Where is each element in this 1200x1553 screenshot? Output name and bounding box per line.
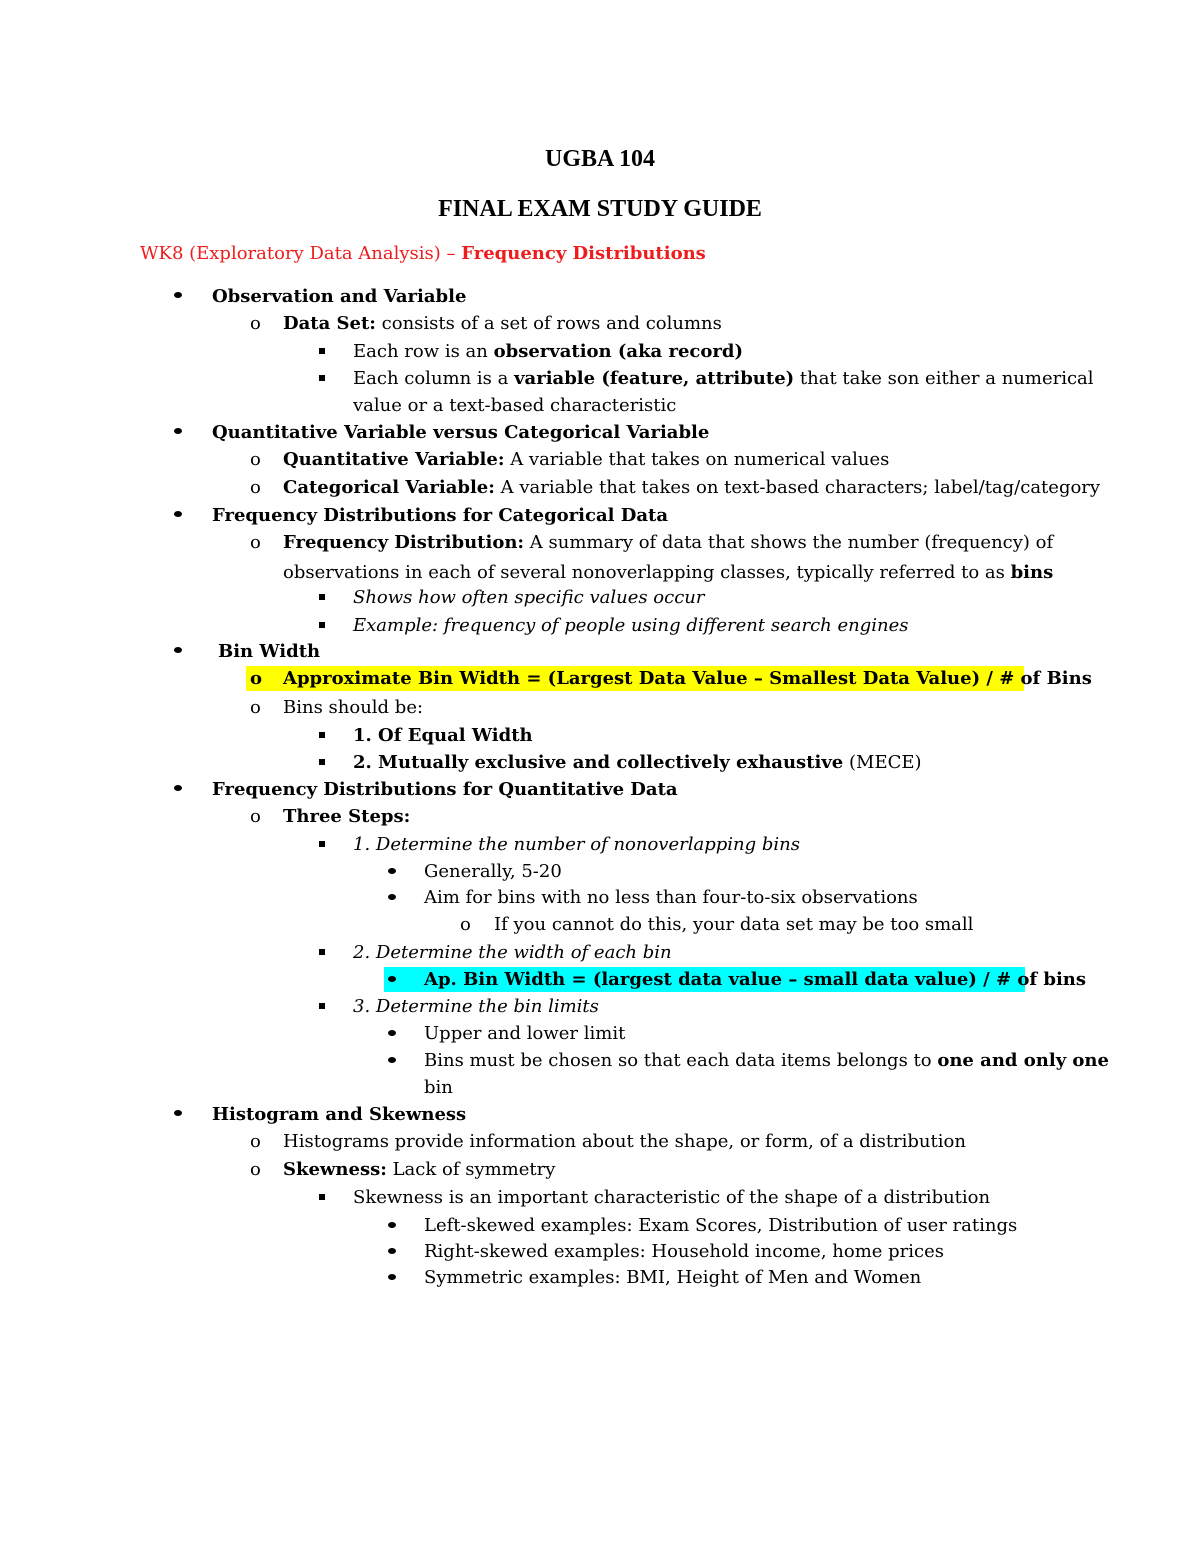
heading-freq-categorical: Frequency Distributions for Categorical Data <box>212 505 668 526</box>
item-bins-should-be: Bins should be: <box>283 697 424 718</box>
bullet-dot <box>388 1057 396 1063</box>
heading-histogram-skewness: Histogram and Skewness <box>212 1104 467 1125</box>
item-example-search: Example: frequency of people using different search engines <box>353 615 909 636</box>
item-data-set: Data Set: consists of a set of rows and columns <box>283 313 722 334</box>
bullet-o: o <box>460 914 471 935</box>
item-skewness: Skewness: Lack of symmetry <box>283 1159 556 1180</box>
bullet-o: o <box>250 477 261 498</box>
bullet-square <box>319 1194 325 1200</box>
item-histograms: Histograms provide information about the shape, or form, of a distribution <box>283 1131 966 1152</box>
bullet-square <box>319 949 325 955</box>
bullet-o: o <box>250 806 261 827</box>
item-step-1: 1. Determine the number of nonoverlapping bins <box>353 834 800 855</box>
bullet-o: o <box>250 313 261 334</box>
section-heading <box>140 243 706 264</box>
item-step-3: 3. Determine the bin limits <box>353 996 599 1017</box>
section-prefix: WK8 (Exploratory Data Analysis) – <box>140 243 462 264</box>
bullet-o: o <box>250 668 263 689</box>
item-approx-bin-width: Approximate Bin Width = (Largest Data Value – Smallest Data Value) / # of Bins <box>283 668 1092 689</box>
course-title: UGBA 104 <box>544 146 655 172</box>
item-upper-lower-limit: Upper and lower limit <box>424 1023 626 1044</box>
item-frequency-distribution: Frequency Distribution: A summary of data that shows the number (frequency) of <box>283 532 1054 553</box>
bullet-dot <box>388 1274 396 1280</box>
item-row-observation: Each row is an observation (aka record) <box>353 341 743 362</box>
bullet-square <box>319 594 325 600</box>
item-mece: 2. Mutually exclusive and collectively exhaustive (MECE) <box>353 752 922 773</box>
heading-observation-variable: Observation and Variable <box>212 286 467 307</box>
item-cat-variable: Categorical Variable: A variable that takes on text-based characters; label/tag/category <box>283 477 1101 498</box>
bullet-o: o <box>250 449 261 470</box>
item-skewness-important: Skewness is an important characteristic of the shape of a distribution <box>353 1187 991 1208</box>
item-left-skewed: Left-skewed examples: Exam Scores, Distribution of user ratings <box>424 1215 1018 1236</box>
heading-freq-quantitative: Frequency Distributions for Quantitative Data <box>212 779 678 800</box>
bullet-dot <box>388 976 396 982</box>
bullet-square <box>319 348 325 354</box>
bullet-o: o <box>250 532 261 553</box>
bullet-o: o <box>250 1131 261 1152</box>
bullet-dot <box>174 428 182 434</box>
item-data-set-too-small: If you cannot do this, your data set may be too small <box>494 914 974 935</box>
item-shows-often: Shows how often specific values occur <box>353 587 705 608</box>
item-bins-chosen: Bins must be chosen so that each data items belongs to one and only one <box>424 1050 1109 1071</box>
bullet-square <box>319 732 325 738</box>
bullet-dot <box>174 511 182 517</box>
bullet-square <box>319 622 325 628</box>
bullet-dot <box>388 1222 396 1228</box>
item-generally-5-20: Generally, 5-20 <box>424 861 562 882</box>
item-aim-for-bins: Aim for bins with no less than four-to-six observations <box>424 887 918 908</box>
bullet-dot <box>174 647 182 653</box>
item-ap-bin-width: Ap. Bin Width = (largest data value – small data value) / # of bins <box>424 969 1087 990</box>
bullet-square <box>319 375 325 381</box>
item-column-variable-cont: value or a text-based characteristic <box>353 395 677 416</box>
bullet-dot <box>388 894 396 900</box>
bullet-dot <box>388 868 396 874</box>
bullet-dot <box>174 292 182 298</box>
item-symmetric: Symmetric examples: BMI, Height of Men and Women <box>424 1267 922 1288</box>
item-step-2: 2. Determine the width of each bin <box>353 942 672 963</box>
bullet-o: o <box>250 697 261 718</box>
bullet-square <box>319 841 325 847</box>
heading-bin-width: Bin Width <box>218 641 321 662</box>
item-right-skewed: Right-skewed examples: Household income, home prices <box>424 1241 945 1262</box>
bullet-dot <box>388 1030 396 1036</box>
item-frequency-distribution-cont: observations in each of several nonoverlapping classes, typically referred to as bins <box>283 562 1054 583</box>
bullet-o: o <box>250 1159 261 1180</box>
item-column-variable: Each column is a variable (feature, attribute) that take son either a numerical <box>353 368 1094 389</box>
item-bins-chosen-cont: bin <box>424 1077 453 1098</box>
document-title: FINAL EXAM STUDY GUIDE <box>438 196 762 222</box>
bullet-dot <box>174 1110 182 1116</box>
item-quant-variable: Quantitative Variable: A variable that takes on numerical values <box>283 449 890 470</box>
bullet-square <box>319 759 325 765</box>
bullet-dot <box>174 785 182 791</box>
heading-quant-vs-cat: Quantitative Variable versus Categorical Variable <box>212 422 710 443</box>
item-equal-width: 1. Of Equal Width <box>353 725 533 746</box>
bullet-dot <box>388 1248 396 1254</box>
bullet-square <box>319 1003 325 1009</box>
section-topic: Frequency Distributions <box>461 243 706 264</box>
item-three-steps: Three Steps: <box>283 806 411 827</box>
